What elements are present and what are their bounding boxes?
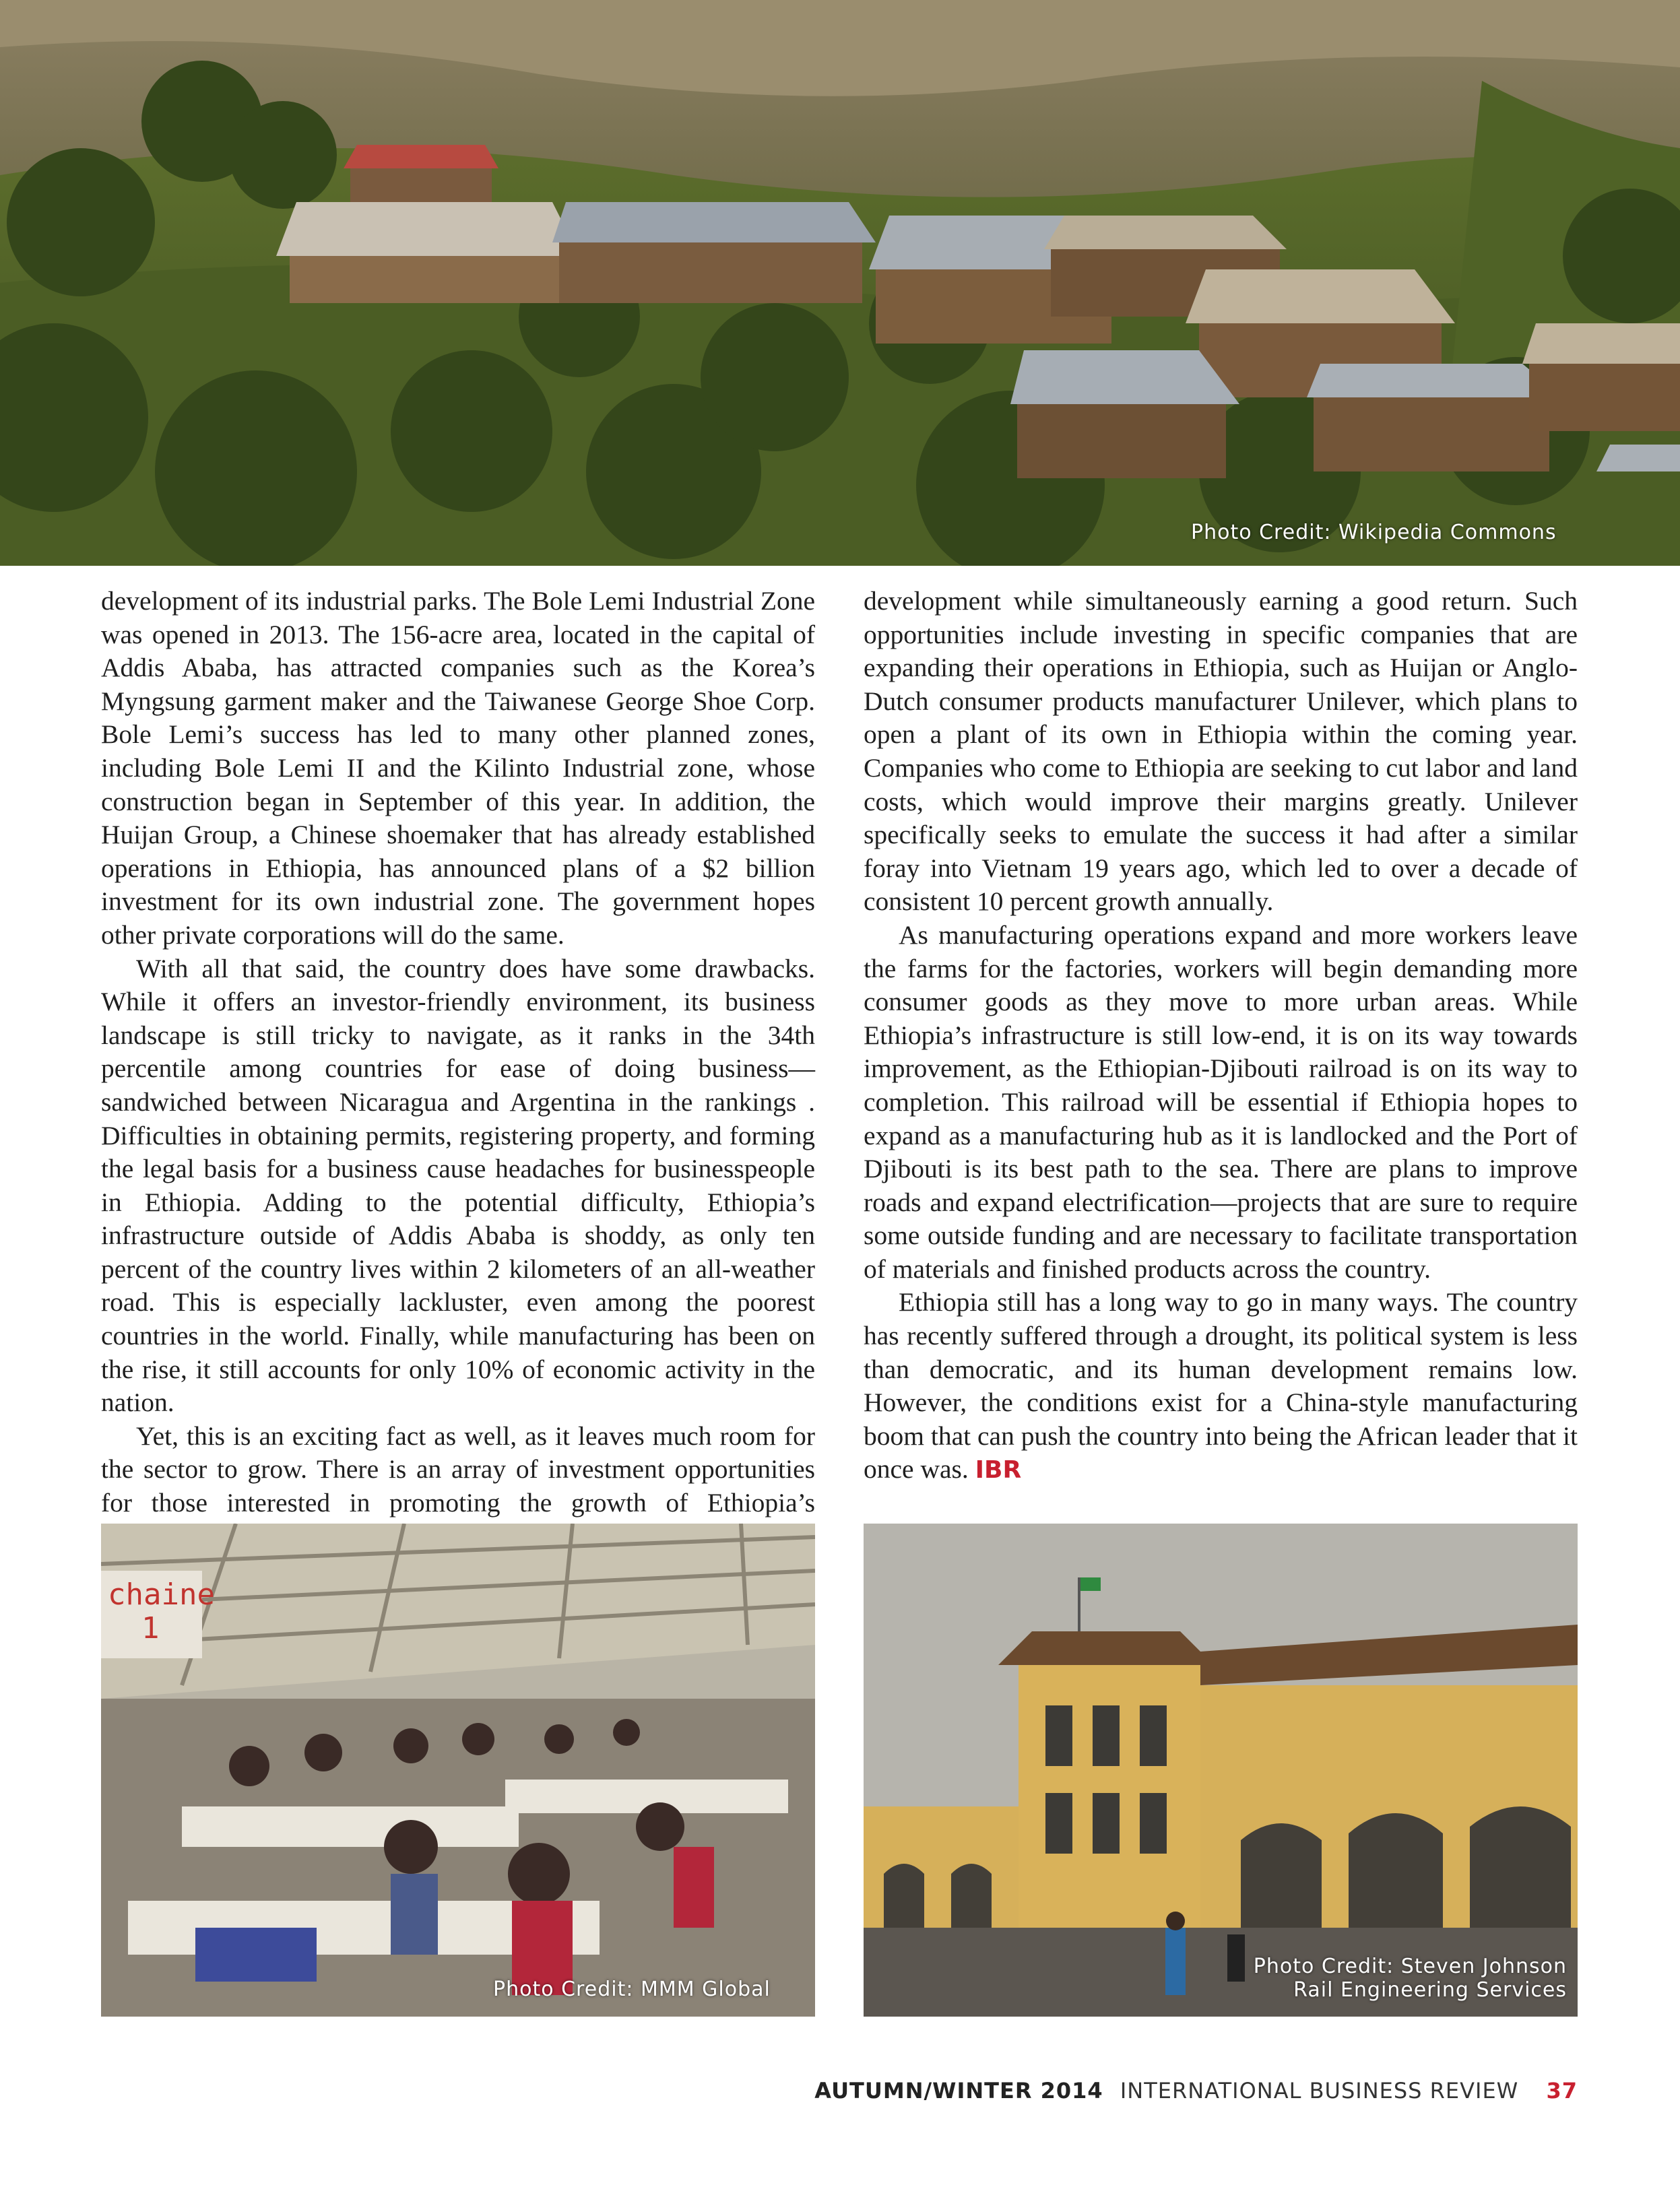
- station-illustration: [864, 1524, 1578, 2017]
- article-paragraph-closing: [864, 1286, 1578, 1487]
- factory-photo: [101, 1524, 815, 2017]
- factory-illustration: [101, 1524, 815, 2017]
- station-photo-credit: [1254, 1955, 1567, 2002]
- article-paragraph: With all that said, the country does have some drawbacks. While it offers an investor-friendly environment, its business landscape is still tricky to navigate, as it ranks in the 34th percentile among countries for ease of doing business—sandwiched between Nicaragua and Argentina in the rankings . Difficulties in obtaining permits, registering property, and forming the legal basis for a business cause headaches for businesspeople in Ethiopia. Adding to the potential difficulty, Ethiopia’s infrastructure outside of Addis Ababa is shoddy, as only ten percent of the country lives within 2 kilometers of an all-weather road. This is especially lackluster, even among the poorest countries in the world. Finally, while manufacturing has been on the rise, it still accounts for only 10% of economic activity in the nation.: [101, 953, 815, 1418]
- factory-photo-credit: Photo Credit: MMM Global: [493, 1978, 771, 2001]
- station-credit-line1: Photo Credit: Steven Johnson: [1253, 1955, 1567, 1978]
- page-number: 37: [1546, 2078, 1578, 2104]
- station-credit-line2: Rail Engineering Services: [1293, 1978, 1567, 2002]
- closing-text: Ethiopia still has a long way to go in many ways. The country has recently suffered through a drought, its political system is less than democratic, and its human development remains low. However, the conditions exist for a China-style manufacturing boom that can push the country into being the African leader that it once was.: [864, 1287, 1578, 1485]
- article-paragraph: As manufacturing operations expand and more workers leave the farms for the factories, workers will begin demanding more consumer goods as they move to more urban areas. While Ethiopia’s infrastructure is still low-end, it is on its way towards improvement, as the Ethiopian-Djibouti railroad is on its way to completion. This railroad will be essential if Ethiopia hopes to expand as a manufacturing hub as it is landlocked and the Port of Djibouti is its best path to the sea. There are plans to improve roads and expand electrification—projects that are sure to require some outside funding and are necessary to facilitate transportation of materials and finished products across the country.: [864, 919, 1578, 1284]
- article-paragraph: development while simultaneously earning a good return. Such opportunities include investing in specific companies that are expanding their operations in Ethiopia, such as Huijan or Anglo-Dutch consumer products manufacturer Unilever, which plans to open a plant of its own in Ethiopia within the coming year. Companies who come to Ethiopia are seeking to cut labor and land costs, which would improve their margins greatly. Unilever specifically seeks to emulate the success it had after a similar foray into Vietnam 19 years ago, which led to over a decade of consistent 10 percent growth annually.: [864, 586, 1578, 917]
- article-column-right: [864, 585, 1578, 1487]
- page-footer: [814, 2078, 1578, 2104]
- footer-issue: AUTUMN/WINTER 2014: [814, 2078, 1103, 2104]
- article-column-left: [101, 585, 815, 1553]
- village-illustration: [0, 0, 1680, 566]
- hero-photo-credit: Photo Credit: Wikipedia Commons: [1191, 521, 1557, 544]
- factory-sign-line2: 1: [141, 1611, 160, 1645]
- footer-magazine-title: INTERNATIONAL BUSINESS REVIEW: [1120, 2078, 1519, 2104]
- article-paragraph: development of its industrial parks. The Bole Lemi Industrial Zone was opened in 2013. The 156-acre area, located in the capital of Addis Ababa, has attracted companies such as the Korea’s Myngsung garment maker and the Taiwanese George Shoe Corp. Bole Lemi’s success has led to many other planned zones, including Bole Lemi II and the Kilinto Industrial zone, whose construction began in September of this year. In addition, the Huijan Group, a Chinese shoemaker that has already established operations in Ethiopia, has announced plans of a $2 billion investment for its own industrial zone. The government hopes other private corporations will do the same.: [101, 586, 815, 950]
- article-paragraph: Yet, this is an exciting fact as well, as it leaves much room for the sector to grow. There is an array of investment opportunities for those interested in promoting the growth of Ethiopia’s: [101, 1421, 815, 1518]
- hero-photo: [0, 0, 1680, 566]
- factory-sign-line1: chaine: [108, 1577, 215, 1612]
- station-photo: [864, 1524, 1578, 2017]
- ibr-end-tag: IBR: [975, 1456, 1022, 1485]
